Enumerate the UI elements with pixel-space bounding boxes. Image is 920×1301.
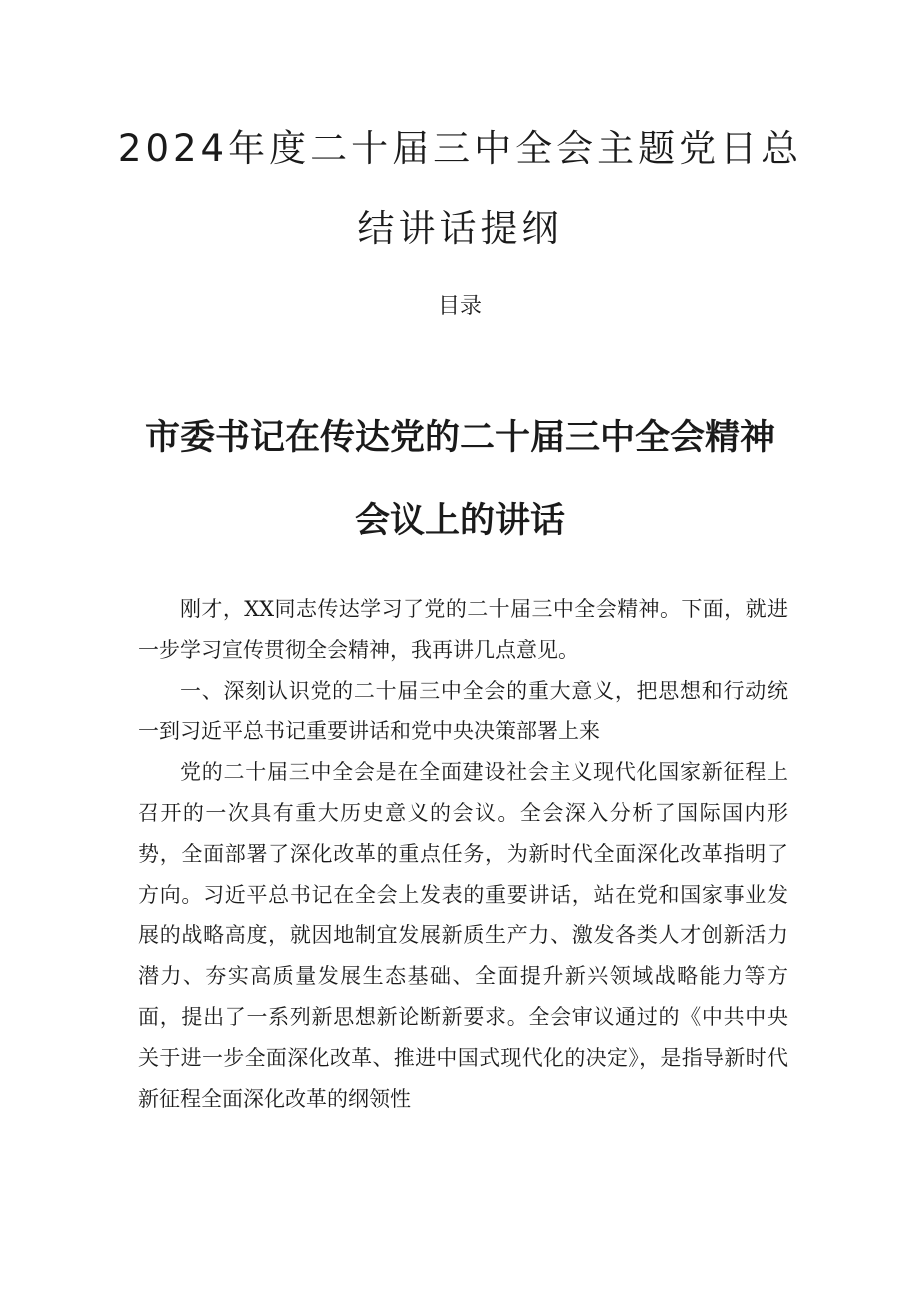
paragraph-opening: 刚才，XX同志传达学习了党的二十届三中全会精神。下面，就进一步学习宣传贯彻全会精神，我再讲几点意见。 bbox=[138, 597, 788, 662]
speech-body bbox=[138, 589, 788, 1119]
document-title-line-1: 2024年度二十届三中全会主题党日总 bbox=[117, 127, 803, 170]
paragraph-section-one-body: 党的二十届三中全会是在全面建设社会主义现代化国家新征程上召开的一次具有重大历史意义的会议。全会深入分析了国际国内形势，全面部署了深化改革的重点任务，为新时代全面深化改革指明了方向。习近平总书记在全会上发表的重要讲话，站在党和国家事业发展的战略高度，就因地制宜发展新质生产力、激发各类人才创新活力潜力、夯实高质量发展生态基础、全面提升新兴领域战略能力等方面，提出了一系列新思想新论断新要求。全会审议通过的《中共中央关于进一步全面深化改革、推进中国式现代化的决定》，是指导新时代新征程全面深化改革的纲领性 bbox=[138, 760, 788, 1111]
table-of-contents-heading: 目录 bbox=[437, 294, 482, 319]
document-title-line-2: 结讲话提纲 bbox=[357, 207, 563, 250]
speech-title-line-2: 会议上的讲话 bbox=[354, 501, 565, 541]
speech-title-line-1: 市委书记在传达党的二十届三中全会精神 bbox=[144, 418, 775, 458]
paragraph-section-one-heading: 一、深刻认识党的二十届三中全会的重大意义，把思想和行动统一到习近平总书记重要讲话和党中央决策部署上来 bbox=[138, 678, 788, 744]
